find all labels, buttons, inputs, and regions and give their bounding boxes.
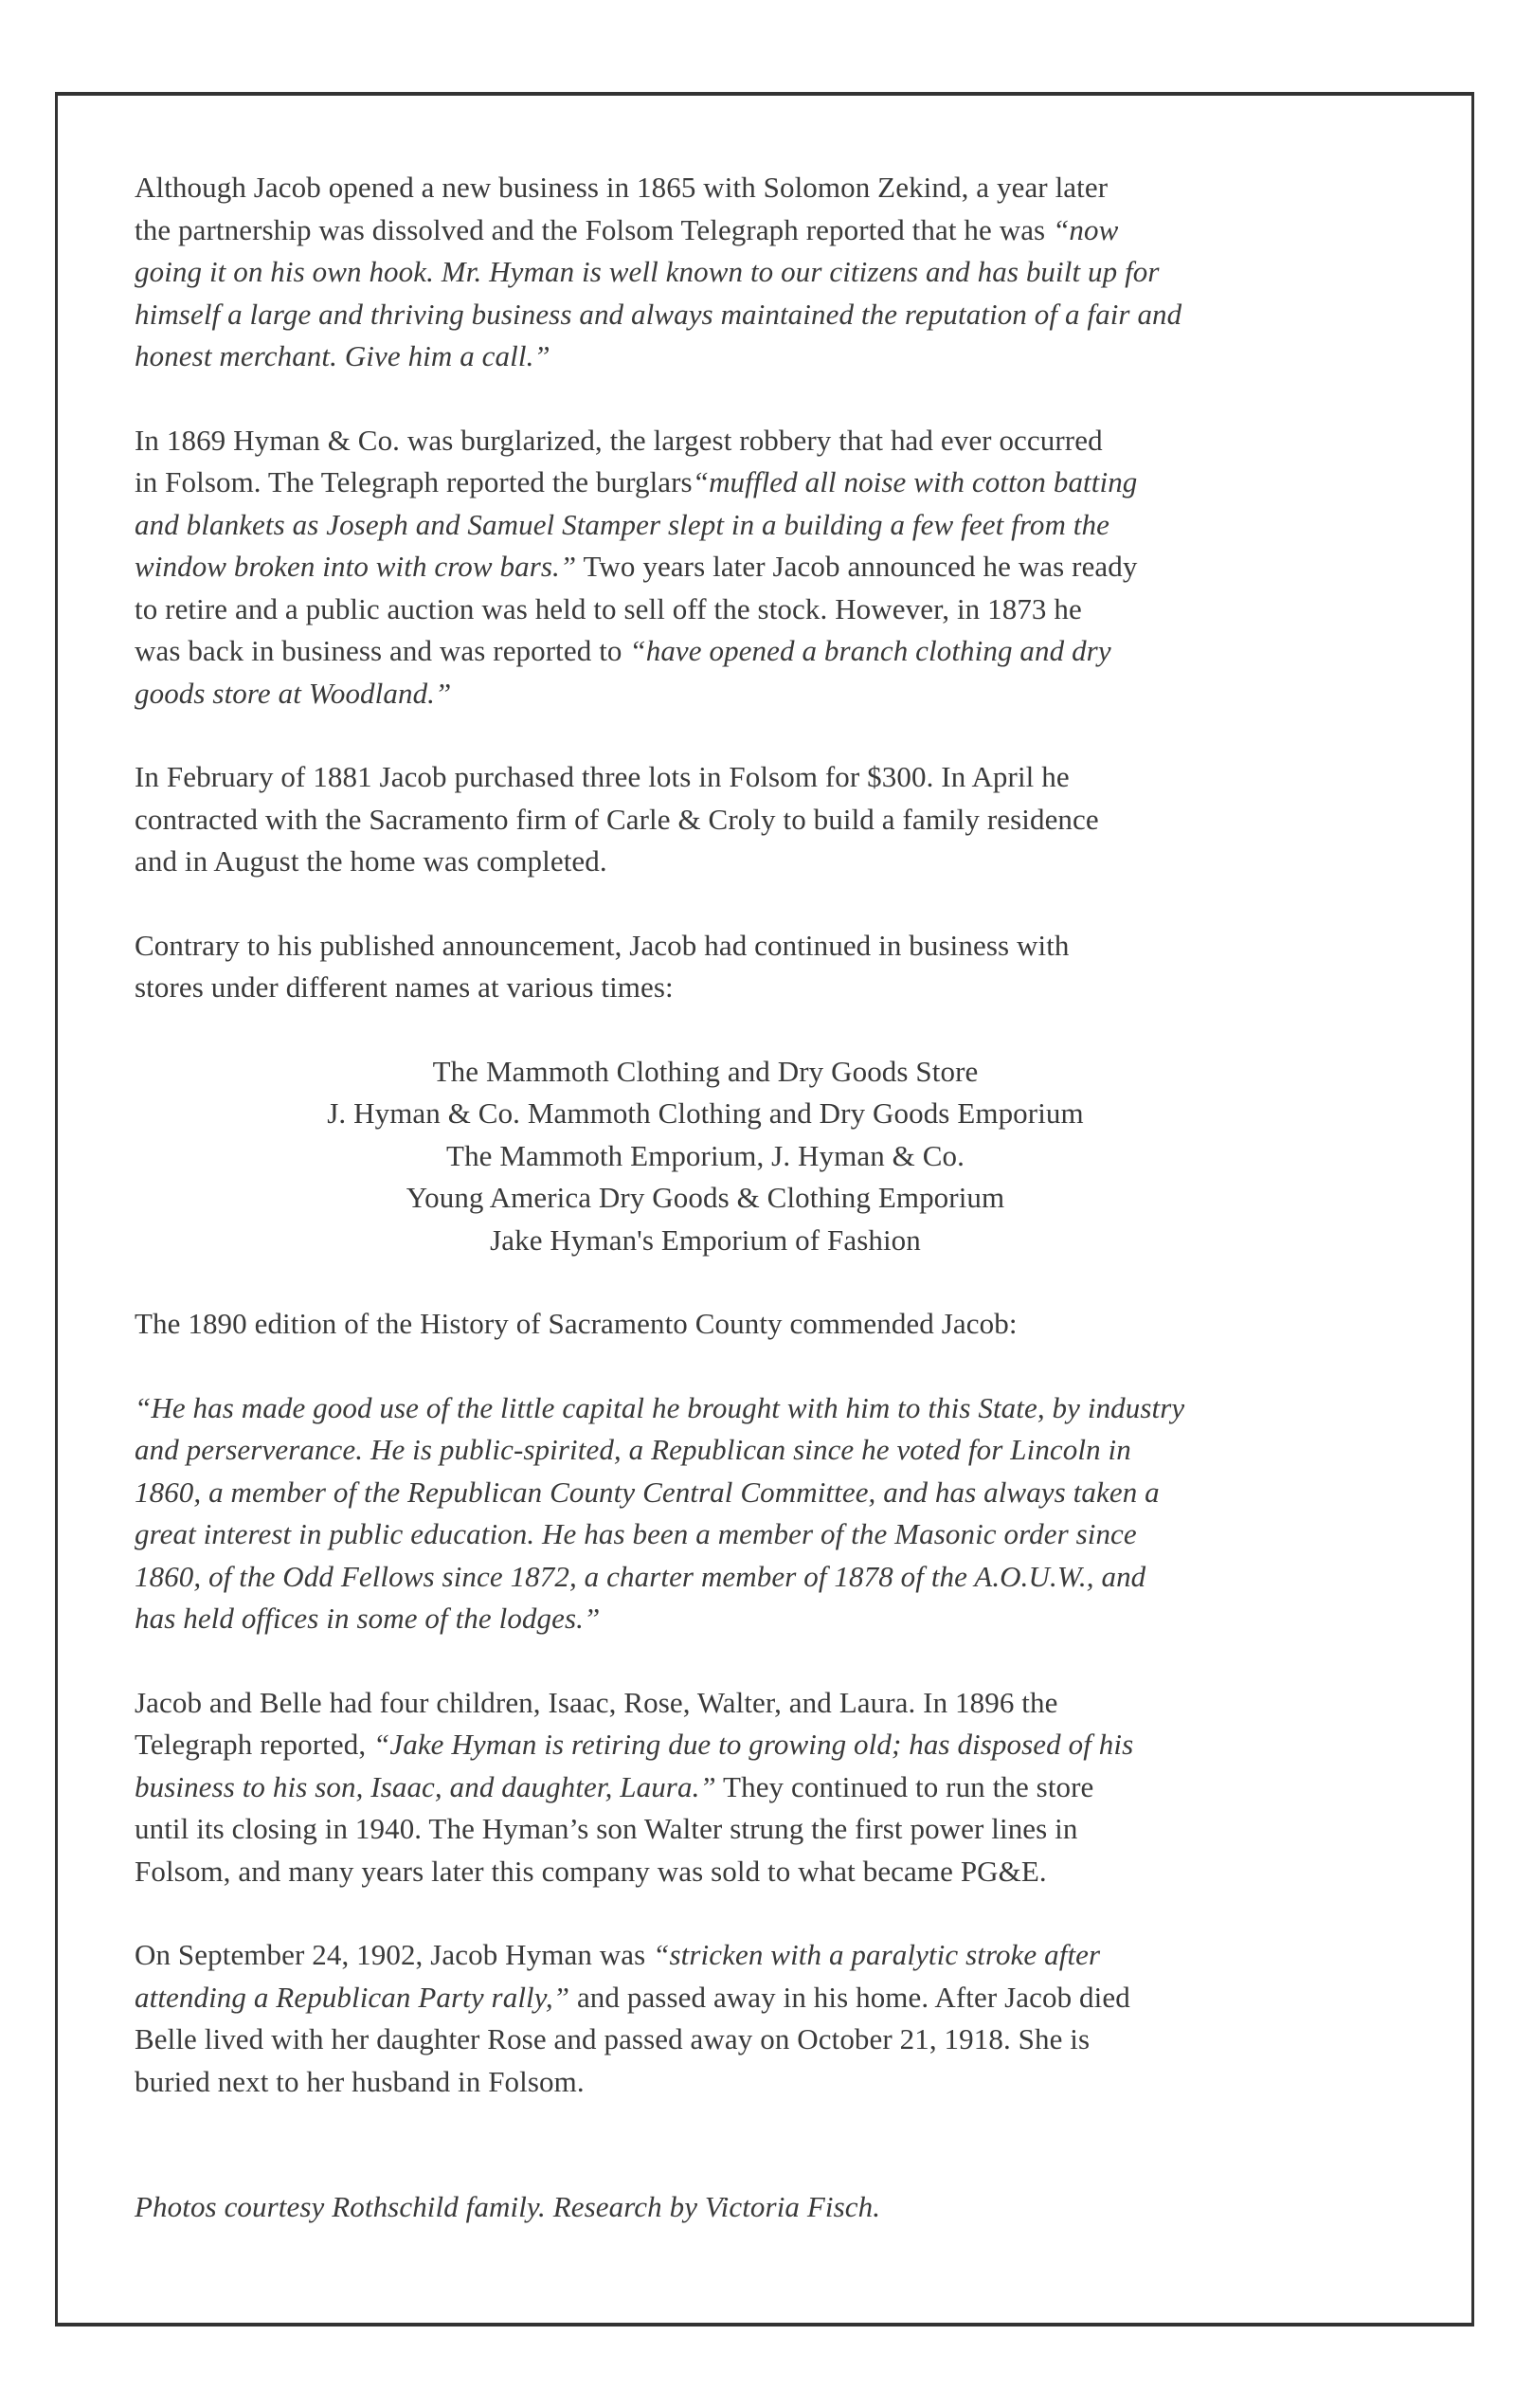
text-run: in Folsom. The Telegraph reported the burglars: [135, 465, 693, 498]
quoted-text-run: window broken into with crow bars.”: [135, 550, 577, 583]
text-line: [135, 251, 1404, 294]
text-run: The 1890 edition of the History of Sacramento County commended Jacob:: [135, 1307, 1018, 1340]
quoted-text-run: business to his son, Isaac, and daughter, Laura.”: [135, 1769, 716, 1803]
text-run: and passed away in his home. After Jacob died: [569, 1980, 1130, 2014]
store-name: Jake Hyman's Emporium of Fashion: [490, 1222, 921, 1257]
store-name: Young America Dry Goods & Clothing Emporium: [406, 1181, 1005, 1214]
paragraph-p1: [135, 167, 1404, 378]
quoted-text-run: goods store at Woodland.”: [135, 676, 452, 710]
text-line: [135, 1556, 1404, 1599]
paragraphs-before-list: [135, 167, 1404, 1009]
paragraph-p5: [135, 1303, 1404, 1346]
text-line: [135, 209, 1404, 252]
text-line: [135, 1387, 1404, 1430]
text-run: the partnership was dissolved and the Folsom Telegraph reported that he was: [135, 212, 1054, 246]
quoted-text-run: and perserverance. He is public-spirited, a Republican since he voted for Lincoln in: [135, 1433, 1131, 1466]
text-line: [135, 504, 1404, 547]
quoted-text-run: 1860, a member of the Republican County Central Committee, and has always taken a: [135, 1475, 1160, 1509]
store-name: J. Hyman & Co. Mammoth Clothing and Dry Goods Emporium: [327, 1096, 1084, 1130]
text-run: Contrary to his published announcement, Jacob had continued in business with: [135, 928, 1070, 962]
text-line: [135, 1429, 1404, 1472]
text-line: [135, 335, 1404, 378]
text-run: buried next to her husband in Folsom.: [135, 2064, 585, 2098]
quoted-text-run: “now: [1053, 212, 1119, 246]
text-line: [135, 1934, 1404, 1977]
text-line: [135, 588, 1404, 631]
text-line: [135, 1851, 1404, 1893]
text-line: [135, 841, 1404, 883]
quoted-text-run: “He has made good use of the little capital he brought with him to this State, by industry: [135, 1390, 1185, 1424]
quoted-text-run: great interest in public education. He has been a member of the Masonic order since: [135, 1517, 1137, 1550]
text-line: [135, 1513, 1404, 1556]
paragraph-p3: [135, 756, 1404, 883]
quoted-text-run: has held offices in some of the lodges.”: [135, 1602, 601, 1635]
text-run: was back in business and was reported to: [135, 634, 630, 667]
text-run: contracted with the Sacramento firm of Carle & Croly to build a family residence: [135, 802, 1099, 836]
store-name: The Mammoth Clothing and Dry Goods Store: [432, 1054, 979, 1088]
text-line: [135, 294, 1404, 336]
text-run: and in August the home was completed.: [135, 844, 607, 878]
text-line: [135, 546, 1404, 588]
text-line: [135, 756, 1404, 799]
text-run: On September 24, 1902, Jacob Hyman was: [135, 1938, 654, 1971]
text-run: Folsom, and many years later this company was sold to what became PG&E.: [135, 1854, 1047, 1888]
text-line: [135, 1682, 1404, 1725]
text-line: [135, 420, 1404, 462]
paragraph-p6: [135, 1387, 1404, 1640]
text-run: They continued to run the store: [715, 1769, 1094, 1803]
store-names-list: [135, 1051, 1276, 1262]
text-line: [135, 1724, 1404, 1766]
text-run: In 1869 Hyman & Co. was burglarized, the largest robbery that had ever occurred: [135, 423, 1103, 457]
text-line: [135, 1766, 1404, 1809]
paragraph-p8: [135, 1934, 1404, 2103]
text-line: [135, 1977, 1404, 2019]
quoted-text-run: “have opened a branch clothing and dry: [629, 634, 1111, 667]
text-line: [135, 1598, 1404, 1640]
quoted-text-run: “Jake Hyman is retiring due to growing old; has disposed of his: [373, 1728, 1134, 1761]
text-line: [135, 167, 1404, 209]
text-line: [135, 2019, 1404, 2061]
text-run: In February of 1881 Jacob purchased three lots in Folsom for $300. In April he: [135, 760, 1070, 793]
text-run: until its closing in 1940. The Hyman’s son Walter strung the first power lines in: [135, 1812, 1078, 1845]
text-run: Belle lived with her daughter Rose and passed away on October 21, 1918. She is: [135, 2022, 1091, 2055]
quoted-text-run: himself a large and thriving business and always maintained the reputation of a fair and: [135, 297, 1182, 331]
text-line: [135, 1808, 1404, 1851]
text-run: Jacob and Belle had four children, Isaac, Rose, Walter, and Laura. In 1896 the: [135, 1685, 1058, 1719]
quoted-text-run: “muffled all noise with cotton batting: [692, 465, 1138, 498]
quoted-text-run: 1860, of the Odd Fellows since 1872, a charter member of 1878 of the A.O.U.W., and: [135, 1559, 1146, 1593]
text-line: [135, 967, 1404, 1009]
text-line: [135, 925, 1404, 968]
quoted-text-run: and blankets as Joseph and Samuel Stamper slept in a building a few feet from the: [135, 507, 1109, 541]
paragraph-p2: [135, 420, 1404, 715]
quoted-text-run: “stricken with a paralytic stroke after: [653, 1938, 1101, 1971]
quoted-text-run: attending a Republican Party rally,”: [135, 1980, 570, 2014]
text-run: stores under different names at various times:: [135, 970, 674, 1004]
text-run: to retire and a public auction was held to sell off the stock. However, in 1873 he: [135, 591, 1082, 625]
text-line: [135, 1303, 1404, 1346]
text-run: Two years later Jacob announced he was ready: [576, 550, 1138, 583]
text-line: [135, 462, 1404, 504]
photo-research-credit: Photos courtesy Rothschild family. Research by Victoria Fisch.: [135, 2190, 881, 2223]
store-name: The Mammoth Emporium, J. Hyman & Co.: [446, 1138, 965, 1172]
paragraph-p4: [135, 925, 1404, 1009]
text-line: [135, 2061, 1404, 2104]
text-line: [135, 630, 1404, 673]
text-line: [135, 799, 1404, 842]
document-body: [135, 167, 1404, 2229]
text-run: Telegraph reported,: [135, 1728, 374, 1761]
paragraphs-after-list: [135, 1303, 1404, 2103]
quoted-text-run: honest merchant. Give him a call.”: [135, 339, 550, 372]
quoted-text-run: going it on his own hook. Mr. Hyman is well known to our citizens and has built up for: [135, 255, 1160, 288]
text-line: [135, 673, 1404, 715]
paragraph-p7: [135, 1682, 1404, 1893]
text-run: Although Jacob opened a new business in 1865 with Solomon Zekind, a year later: [135, 171, 1109, 204]
text-line: [135, 1472, 1404, 1514]
